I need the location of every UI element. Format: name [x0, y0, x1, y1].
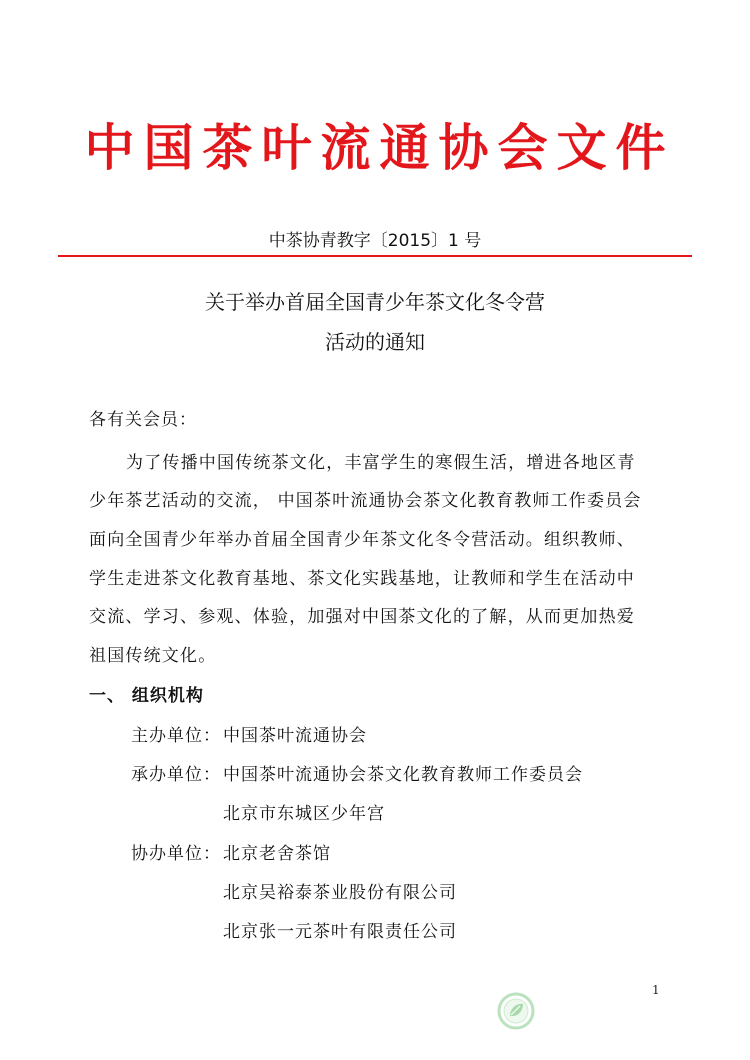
organizer-value: 北京市东城区少年宫 — [223, 804, 385, 824]
paragraph-line: 面向全国青少年举办首届全国青少年茶文化冬令营活动。组织教师、 — [89, 530, 635, 550]
document-number: 中茶协青教字〔2015〕1 号 — [268, 231, 482, 251]
paragraph-line: 祖国传统文化。 — [89, 646, 217, 666]
host-value: 中国茶叶流通协会 — [223, 726, 367, 746]
salutation: 各有关会员： — [89, 410, 197, 430]
paragraph-line: 交流、学习、参观、体验，加强对中国茶文化的了解，从而更加热爱 — [89, 607, 635, 627]
coorganizer-value: 北京张一元茶叶有限责任公司 — [223, 922, 457, 942]
coorganizer-value: 北京老舍茶馆 — [223, 844, 331, 864]
paragraph-line: 少年茶艺活动的交流， 中国茶叶流通协会茶文化教育教师工作委员会 — [89, 491, 642, 511]
organizer-label: 承办单位： — [131, 765, 221, 785]
red-divider-line — [58, 255, 692, 257]
notice-title-line-1: 关于举办首届全国青少年茶文化冬令营 — [205, 290, 545, 314]
page-number: 1 — [652, 983, 660, 997]
coorganizer-label: 协办单位： — [131, 844, 221, 864]
paragraph-line: 为了传播中国传统茶文化，丰富学生的寒假生活，增进各地区青 — [126, 453, 636, 473]
coorganizer-value: 北京吴裕泰茶业股份有限公司 — [223, 883, 457, 903]
organizer-value: 中国茶叶流通协会茶文化教育教师工作委员会 — [223, 765, 583, 785]
section-heading-organization: 一、 组织机构 — [89, 686, 204, 706]
notice-title-line-2: 活动的通知 — [325, 330, 425, 354]
issuer-header-title: 中国茶叶流通协会文件 — [84, 118, 675, 177]
leaf-seal-icon — [496, 991, 536, 1031]
paragraph-line: 学生走进茶文化教育基地、茶文化实践基地，让教师和学生在活动中 — [89, 569, 635, 589]
host-label: 主办单位： — [131, 726, 221, 746]
